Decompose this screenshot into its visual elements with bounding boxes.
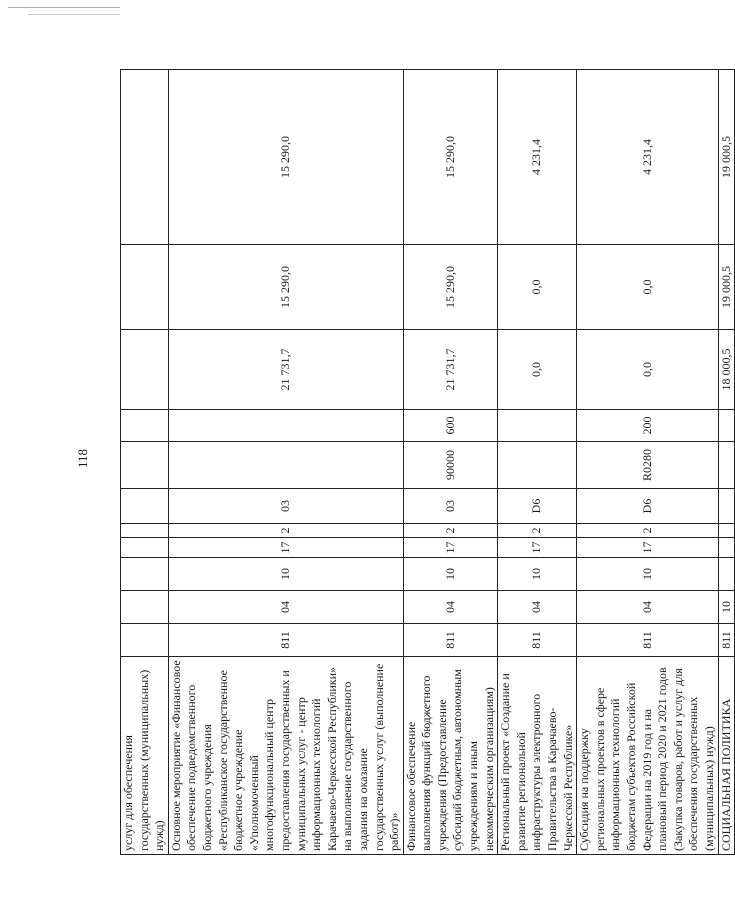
- cell-subprogram: 2: [403, 524, 498, 538]
- cell-subprogram: [121, 524, 169, 538]
- cell-amount-2021: 15 290,0: [403, 70, 498, 245]
- row-name: Основное мероприятие «Финансовое обеспечение подведомственного бюджетного учреждения «Республиканское государственное бюджетное учреждение «Уполномоченный многофункциональный центр предоставления государственных и муниципальных услуг - центр информационных технологий Карачаево-Черкесской Республики» на выполнение государственного задания на оказание государственных услуг (выполнение работ)»: [168, 657, 403, 855]
- table-row: [718, 70, 735, 855]
- cell-amount-2019: 18 000,5: [718, 330, 735, 410]
- cell-program: 17: [168, 538, 403, 558]
- cell-amount-2020: 15 290,0: [403, 245, 498, 330]
- cell-admin: 811: [498, 624, 577, 657]
- cell-direction: [121, 442, 169, 489]
- cell-amount-2021: [121, 70, 169, 245]
- cell-amount-2020: 15 290,0: [168, 245, 403, 330]
- cell-program: 17: [577, 538, 718, 558]
- cell-subsection: 10: [168, 558, 403, 591]
- cell-direction: R0280: [577, 442, 718, 489]
- cell-admin: 811: [403, 624, 498, 657]
- row-name: Субсидия на поддержку региональных проектов в сфере информационных технологий бюджетам субъектов Российской Федерации на 2019 год и на плановый период 2020 и 2021 годов (Закупка товаров, работ и услуг для обеспечения государственных (муниципальных) нужд): [577, 657, 718, 855]
- cell-subsection: 10: [498, 558, 577, 591]
- cell-amount-2020: 19 000,5: [718, 245, 735, 330]
- budget-table: [120, 69, 735, 855]
- cell-direction: [718, 442, 735, 489]
- cell-event: 03: [168, 489, 403, 524]
- cell-program: 17: [403, 538, 498, 558]
- cell-expense-type: [498, 410, 577, 442]
- row-name: Финансовое обеспечение выполнения функций бюджетного учреждения (Предоставление субсидий бюджетным, автономным учреждениям и иным некоммерческим организациям): [403, 657, 498, 855]
- cell-event: [718, 489, 735, 524]
- cell-admin: 811: [718, 624, 735, 657]
- cell-amount-2021: 4 231,4: [498, 70, 577, 245]
- cell-program: 17: [498, 538, 577, 558]
- cell-admin: 811: [168, 624, 403, 657]
- cell-event: D6: [577, 489, 718, 524]
- table-row: [498, 70, 577, 855]
- cell-section: 04: [403, 591, 498, 624]
- cell-amount-2020: [121, 245, 169, 330]
- cell-subsection: [121, 558, 169, 591]
- cell-direction: [498, 442, 577, 489]
- cell-expense-type: [121, 410, 169, 442]
- cell-amount-2019: 0,0: [577, 330, 718, 410]
- cell-section: 04: [498, 591, 577, 624]
- cell-section: [121, 591, 169, 624]
- cell-subprogram: 2: [577, 524, 718, 538]
- cell-amount-2020: 0,0: [577, 245, 718, 330]
- cell-amount-2021: 4 231,4: [577, 70, 718, 245]
- cell-subsection: [718, 558, 735, 591]
- cell-amount-2021: 19 000,5: [718, 70, 735, 245]
- cell-section: 10: [718, 591, 735, 624]
- cell-subprogram: 2: [168, 524, 403, 538]
- table-row: [577, 70, 718, 855]
- cell-admin: 811: [577, 624, 718, 657]
- cell-subsection: 10: [577, 558, 718, 591]
- cell-expense-type: 600: [403, 410, 498, 442]
- cell-subprogram: [718, 524, 735, 538]
- cell-direction: 90000: [403, 442, 498, 489]
- rotated-table-container: [120, 70, 733, 855]
- cell-program: [718, 538, 735, 558]
- cell-amount-2019: [121, 330, 169, 410]
- cell-admin: [121, 624, 169, 657]
- row-name: Региональный проект «Создание и развитие региональной инфраструктуры электронного Правительства в Карачаево-Черкесской Республике»: [498, 657, 577, 855]
- cell-event: [121, 489, 169, 524]
- cell-amount-2020: 0,0: [498, 245, 577, 330]
- cell-section: 04: [577, 591, 718, 624]
- cell-amount-2019: 0,0: [498, 330, 577, 410]
- cell-expense-type: [718, 410, 735, 442]
- cell-program: [121, 538, 169, 558]
- cell-direction: [168, 442, 403, 489]
- cell-amount-2019: 21 731,7: [403, 330, 498, 410]
- cell-section: 04: [168, 591, 403, 624]
- cell-subsection: 10: [403, 558, 498, 591]
- cell-amount-2019: 21 731,7: [168, 330, 403, 410]
- top-rule-secondary: [28, 14, 120, 15]
- table-row: [121, 70, 169, 855]
- cell-event: D6: [498, 489, 577, 524]
- table-row: [403, 70, 498, 855]
- top-rule: [8, 7, 120, 8]
- row-name: СОЦИАЛЬНАЯ ПОЛИТИКА: [718, 657, 735, 855]
- table-row: [168, 70, 403, 855]
- cell-expense-type: [168, 410, 403, 442]
- cell-subprogram: 2: [498, 524, 577, 538]
- cell-expense-type: 200: [577, 410, 718, 442]
- page-number: 118: [75, 448, 90, 468]
- cell-event: 03: [403, 489, 498, 524]
- cell-amount-2021: 15 290,0: [168, 70, 403, 245]
- row-name: услуг для обеспечения государственных (муниципальных) нужд): [121, 657, 169, 855]
